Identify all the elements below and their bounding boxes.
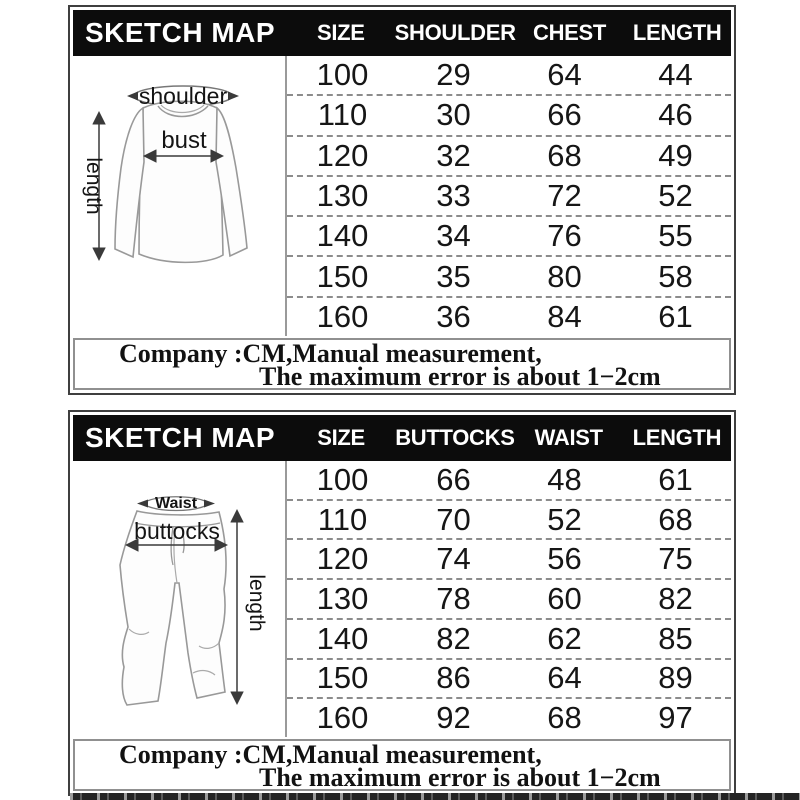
- table-cell: 86: [436, 660, 471, 696]
- shirt-size-table: [68, 5, 736, 395]
- pants-sketch-drawing: [73, 461, 285, 737]
- table-cell: 66: [547, 97, 582, 133]
- table-cell: 140: [316, 620, 369, 656]
- column-header: CHEST: [532, 20, 607, 45]
- footnote-line-1: Company :CM,Manual measurement,: [119, 740, 542, 769]
- table-cell: 75: [658, 541, 693, 577]
- table-row: [287, 620, 731, 660]
- footnote-line-2: The maximum error is about 1−2cm: [259, 763, 661, 791]
- table-cell: 66: [436, 461, 471, 497]
- arrow-right-icon: [228, 92, 239, 101]
- footnote-line-1: Company :CM,Manual measurement,: [119, 339, 542, 368]
- table-cell: 80: [547, 258, 582, 294]
- table-cell: 61: [658, 298, 693, 334]
- pants-table-footnote: [73, 739, 731, 791]
- column-header: SIZE: [317, 425, 365, 450]
- table-cell: 52: [658, 177, 693, 213]
- table-cell: 100: [316, 57, 369, 93]
- table-row: [287, 96, 731, 136]
- table-row: [287, 217, 731, 257]
- buttocks-label: buttocks: [134, 518, 220, 544]
- arrow-right-icon: [204, 500, 215, 508]
- table-cell: 62: [547, 620, 582, 656]
- column-header: LENGTH: [632, 425, 722, 450]
- shirt-table-body: [73, 56, 731, 336]
- table-cell: 30: [436, 97, 471, 133]
- shirt-table-header: [73, 10, 731, 56]
- pants-table-header: [73, 415, 731, 461]
- arrow-left-icon: [137, 500, 148, 508]
- arrow-left-icon: [127, 92, 138, 101]
- column-header: BUTTOCKS: [395, 425, 515, 450]
- table-row: [287, 56, 731, 96]
- table-cell: 150: [316, 660, 369, 696]
- table-cell: 82: [436, 620, 471, 656]
- table-cell: 85: [658, 620, 693, 656]
- table-row: [287, 137, 731, 177]
- shoulder-label: shoulder: [138, 83, 228, 109]
- table-cell: 29: [436, 57, 471, 93]
- table-cell: 110: [317, 97, 368, 133]
- table-cell: 97: [658, 700, 693, 736]
- table-cell: 84: [547, 298, 582, 334]
- shirt-table-footnote: [73, 338, 731, 390]
- table-cell: 33: [436, 177, 471, 213]
- pants-measurements-grid: [287, 461, 731, 737]
- pants-table-body: [73, 461, 731, 737]
- table-cell: 72: [547, 177, 582, 213]
- table-cell: 49: [658, 137, 693, 173]
- table-row: [287, 699, 731, 737]
- table-cell: 74: [436, 541, 471, 577]
- table-cell: 140: [316, 218, 369, 254]
- table-row: [287, 461, 731, 501]
- footnote-line-2: The maximum error is about 1−2cm: [259, 362, 661, 390]
- pants-size-table: [68, 410, 736, 796]
- table-cell: 150: [316, 258, 369, 294]
- table-cell: 61: [658, 461, 693, 497]
- shirt-body-outline: [139, 101, 223, 262]
- column-headers: [287, 10, 731, 56]
- table-cell: 64: [547, 57, 582, 93]
- cropped-next-table-edge: [70, 793, 800, 800]
- table-cell: 35: [436, 258, 471, 294]
- table-cell: 110: [317, 501, 368, 537]
- length-label: length: [245, 574, 268, 632]
- table-cell: 130: [316, 177, 369, 213]
- column-header: SHOULDER: [394, 20, 516, 45]
- table-row: [287, 580, 731, 620]
- table-cell: 56: [547, 541, 582, 577]
- table-cell: 160: [316, 298, 369, 334]
- table-cell: 76: [547, 218, 582, 254]
- column-header: WAIST: [534, 425, 603, 450]
- waist-label: Waist: [154, 495, 198, 512]
- table-cell: 120: [316, 541, 369, 577]
- length-label: length: [82, 157, 105, 215]
- column-headers: [287, 415, 731, 461]
- table-cell: 120: [316, 137, 369, 173]
- table-cell: 36: [436, 298, 471, 334]
- shirt-sketch: [73, 56, 287, 336]
- table-cell: 68: [658, 501, 693, 537]
- table-cell: 82: [658, 581, 693, 617]
- table-row: [287, 298, 731, 336]
- shirt-measurements-grid: [287, 56, 731, 336]
- table-cell: 55: [658, 218, 693, 254]
- table-cell: 160: [316, 700, 369, 736]
- table-row: [287, 257, 731, 297]
- table-cell: 44: [658, 57, 693, 93]
- pants-sketch: [73, 461, 287, 737]
- table-row: [287, 660, 731, 700]
- table-cell: 48: [547, 461, 582, 497]
- table-cell: 130: [316, 581, 369, 617]
- shirt-sketch-drawing: [73, 56, 285, 336]
- table-row: [287, 177, 731, 217]
- table-cell: 52: [547, 501, 582, 537]
- table-row: [287, 540, 731, 580]
- table-cell: 32: [436, 137, 471, 173]
- table-cell: 70: [436, 501, 471, 537]
- table-cell: 68: [547, 137, 582, 173]
- table-cell: 100: [316, 461, 369, 497]
- column-header: SIZE: [316, 20, 365, 45]
- table-cell: 34: [436, 218, 471, 254]
- table-row: [287, 501, 731, 541]
- table-cell: 64: [547, 660, 582, 696]
- table-cell: 89: [658, 660, 693, 696]
- table-cell: 68: [547, 700, 582, 736]
- column-header: LENGTH: [632, 20, 722, 45]
- table-cell: 60: [547, 581, 582, 617]
- table-cell: 92: [436, 700, 471, 736]
- table-cell: 58: [658, 258, 693, 294]
- bust-label: bust: [161, 127, 207, 154]
- table-cell: 46: [658, 97, 693, 133]
- table-cell: 78: [436, 581, 471, 617]
- table-title: SKETCH MAP: [84, 422, 276, 453]
- table-title: SKETCH MAP: [84, 17, 276, 48]
